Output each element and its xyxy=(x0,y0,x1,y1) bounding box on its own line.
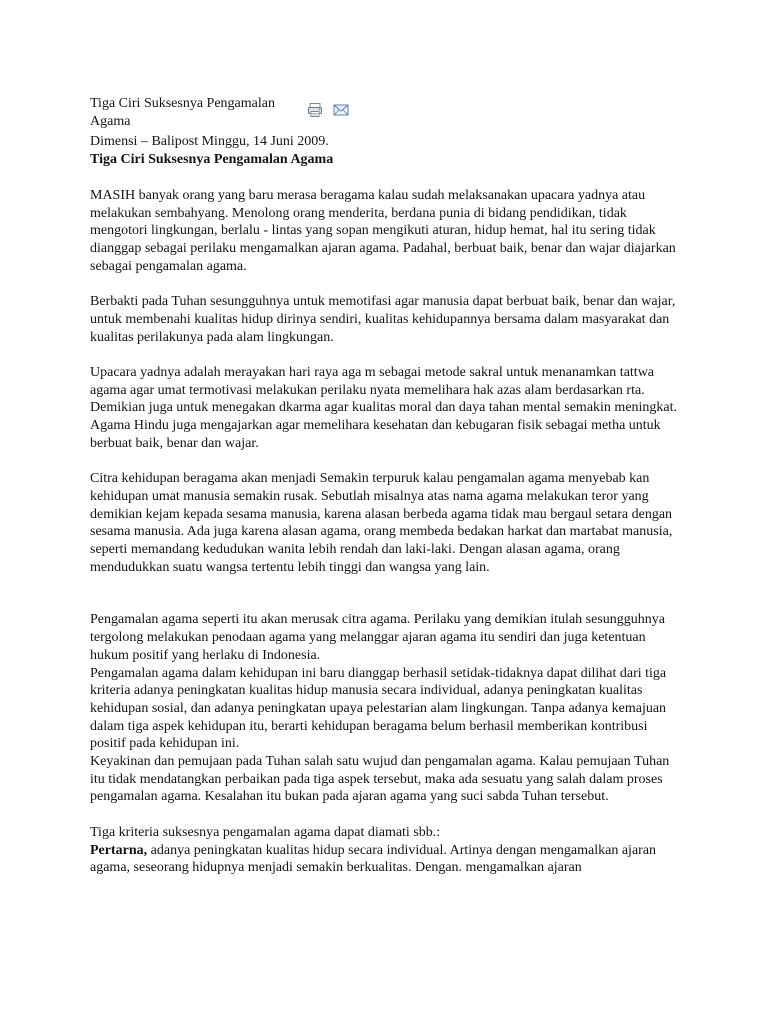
print-icon[interactable] xyxy=(307,102,323,123)
source-line: Dimensi – Balipost Minggu, 14 Juni 2009. xyxy=(90,134,329,149)
paragraph: Citra kehidupan beragama akan menjadi Semakin terpuruk kalau pengamalan agama menyebab kan kehidupan umat manusia semakin rusak. Sebutlah misalnya atas nama agama melakukan teror yang demikian kejam kepada sesama manusia, karena alasan berbeda agama tidak mau bergaul setara dengan sesama manusia. Ada juga karena alasan agama, orang membeda bedakan harkat dan martabat manusia, seperti memandang kedudukan wanita lebih rendah dan laki-laki. Dengan alasan agama, orang mendudukkan suatu wangsa tertentu lebih tinggi dan wangsa yang lain. xyxy=(90,471,673,575)
paragraph: Pengamalan agama dalam kehidupan ini baru dianggap berhasil setidak-tidaknya dapat dilihat dari tiga kriteria adanya peningkatan kualitas hidup manusia secara individual, adanya peningkatan kualitas kehidupan sosial, dan adanya peningkatan upaya pelestarian alam lingkungan. Tanpa adanya kemajuan dalam tiga aspek kehidupan itu, berarti kehidupan beragama belum berhasil memberikan kontribusi positif pada kehidupan ini. xyxy=(90,665,667,752)
paragraph: MASIH banyak orang yang baru merasa beragama kalau sudah melaksanakan upacara yadnya atau melakukan sembahyang. Menolong orang menderita, berdana punia di bidang pendidikan, tidak mengotori lingkungan, berlalu - lintas yang sopan mengikuti aturan, hidup hemat, hal itu sering tidak dianggap sebagai perilaku mengamalkan ajaran agama. Padahal, berbuat baik, benar dan wajar diajarkan sebagai pengamalan agama. xyxy=(90,188,676,274)
paragraph: Upacara yadnya adalah merayakan hari raya aga m sebagai metode sakral untuk menanamkan tattwa agama agar umat termotivasi melakukan perilaku nyata memelihara hak azas alam berdasarkan rta. Demikian juga untuk menegakan dkarma agar kualitas moral dan daya tahan mental semakin meningkat. Agama Hindu juga mengajarkan agar memelihara kesehatan dan kebugaran fisik sebagai metha untuk berbuat baik, benar dan wajar. xyxy=(90,365,678,451)
header-title: Tiga Ciri Suksesnya Pengamalan Agama xyxy=(90,96,275,129)
blank-space xyxy=(90,576,680,611)
article-heading: Tiga Ciri Suksesnya Pengamalan Agama xyxy=(90,152,334,167)
criterion-text: adanya peningkatan kualitas hidup secara individual. Artinya dengan mengamalkan ajaran agama, seseorang hidupnya menjadi semakin berkualitas. Dengan. mengamalkan ajaran xyxy=(90,842,657,876)
criterion-label: Pertarna, xyxy=(90,842,148,858)
paragraph: Pengamalan agama seperti itu akan merusak citra agama. Perilaku yang demikian itulah sesungguhnya tergolong melakukan penodaan agama yang melanggar ajaran agama itu sendiri dan juga ketentuan hukum positif yang herlaku di Indonesia. xyxy=(90,612,665,663)
paragraph: Berbakti pada Tuhan sesungguhnya untuk memotifasi agar manusia dapat berbuat baik, benar dan wajar, untuk membenahi kualitas hidup dirinya sendiri, kualitas kehidupannya bersama dalam masyarakat dan kualitas perilakunya pada alam lingkungan. xyxy=(90,294,676,345)
header-icons xyxy=(307,102,355,118)
paragraph-first-criterion xyxy=(90,842,680,877)
paragraph: Keyakinan dan pemujaan pada Tuhan salah satu wujud dan pengamalan agama. Kalau pemujaan Tuhan itu tidak mendatangkan perbaikan pada tiga aspek tersebut, maka ada sesuatu yang salah dalam proses pengamalan agama. Kesalahan itu bukan pada ajaran agama yang suci sabda Tuhan tersebut. xyxy=(90,754,670,805)
article-body xyxy=(90,187,680,877)
paragraph: Tiga kriteria suksesnya pengamalan agama dapat diamati sbb.: xyxy=(90,824,441,840)
email-icon[interactable] xyxy=(333,102,349,123)
